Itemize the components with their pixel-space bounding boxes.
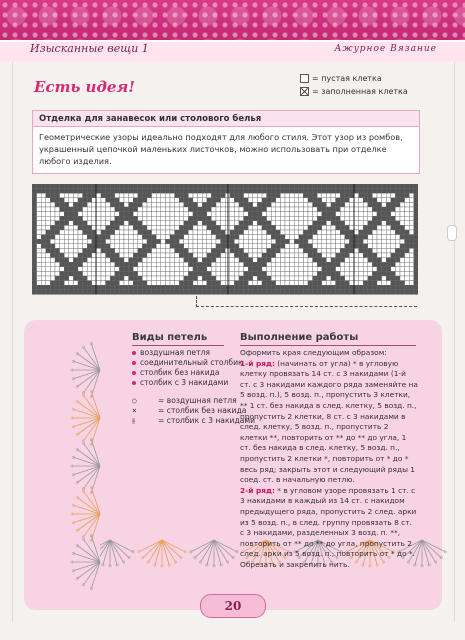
legend-filled xyxy=(300,87,408,96)
list-item xyxy=(132,368,243,378)
page-title: Есть идея! xyxy=(34,78,135,96)
page-number: 20 xyxy=(200,594,266,618)
list-item xyxy=(132,378,243,388)
bullet-icon xyxy=(132,351,136,355)
stitch-type-label: столбик без накида xyxy=(140,368,220,377)
triple-treble-symbol-icon: ⫳ xyxy=(132,416,136,425)
idea-text: Геометрические узоры идеально подходят для любого стиля. Этот узор из ромбов, украшенный цепочкой маленьких листочков, можно использовать при отделке любого изделия. xyxy=(39,132,403,166)
row1-label: 1-й ряд: xyxy=(240,358,275,368)
row2-text: * в угловом узоре провязать 1 ст. с 3 накидами в каждый из 14 ст. с накидом предыдущего ряда, пропустить 2 след. арки из 5 возд. п., в след. группу провязать 8 ст. с 3 накидами, разделенных 3 возд. п. **, повторить от ** до ** до угла, пропустить 2 след. арки из 5 возд. п., повторить от * до *. Обрезать и закрепить нить. xyxy=(240,485,417,569)
stitch-type-label: соединительный столбик xyxy=(140,358,243,367)
idea-heading: Отделка для занавесок или столового белья xyxy=(33,111,419,127)
symbol-row xyxy=(132,406,255,416)
row1-text: (начинать от угла) * в угловую клетку провязать 14 ст. с 3 накидами (1-й ст. с 3 накидами каждого ряда заменяйте на 5 возд. п.), 5 возд. п., пропустить 3 клетки, ** 1 ст. без накида в след. клетку, 5 возд. п., пропустить 2 клетки, 8 ст. с 3 накидами в след. клетку, 5 возд. п., пропустить 2 клетки **, повторить от ** до ** до угла, 1 ст. без накида в след. клетку, 5 возд. п., пропустить 2 клетки *, повторить от * до * весь ряд; закрыть этот и следующий ряды 1 соед. ст. в начальную петлю. xyxy=(240,358,418,485)
work-intro: Оформить края следующим образом: xyxy=(240,348,387,357)
work-instructions xyxy=(240,348,418,570)
legend-empty-label: = пустая клетка xyxy=(312,74,382,83)
legend-filled-label: = заполненная клетка xyxy=(312,87,408,96)
bullet-icon xyxy=(132,371,136,375)
work-heading: Выполнение работы xyxy=(240,332,416,346)
filet-grid-svg xyxy=(32,184,418,296)
stitch-types-heading: Виды петель xyxy=(132,332,224,346)
punch-hole xyxy=(447,225,457,241)
symbol-legend xyxy=(132,396,255,426)
chain-symbol-icon: ○ xyxy=(132,396,137,405)
row1-paragraph xyxy=(240,359,418,486)
symbol-label: = воздушная петля xyxy=(158,396,237,405)
symbol-row xyxy=(132,396,255,406)
bullet-icon xyxy=(132,381,136,385)
row2-paragraph xyxy=(240,486,418,571)
stitch-type-label: столбик с 3 накидами xyxy=(140,378,229,387)
header-right-title: Ажурное Вязание xyxy=(334,44,437,54)
list-item xyxy=(132,358,243,368)
lace-pattern xyxy=(0,0,465,40)
idea-box xyxy=(32,110,420,174)
legend xyxy=(300,74,408,100)
empty-cell-icon xyxy=(300,74,309,83)
single-crochet-symbol-icon: × xyxy=(132,406,137,415)
list-item xyxy=(132,348,243,358)
symbol-label: = столбик с 3 накидами xyxy=(158,416,256,425)
symbol-label: = столбик без накида xyxy=(158,406,247,415)
stitch-type-label: воздушная петля xyxy=(140,348,210,357)
bullet-icon xyxy=(132,361,136,365)
filled-cell-icon xyxy=(300,87,309,96)
symbol-row xyxy=(132,416,255,426)
row2-label: 2-й ряд: xyxy=(240,485,275,495)
filet-chart xyxy=(32,184,418,300)
header-left-title: Изысканные вещи 1 xyxy=(30,42,149,55)
legend-empty xyxy=(300,74,408,83)
grid-dashed-guide xyxy=(196,296,417,307)
stitch-types-list xyxy=(132,348,243,388)
